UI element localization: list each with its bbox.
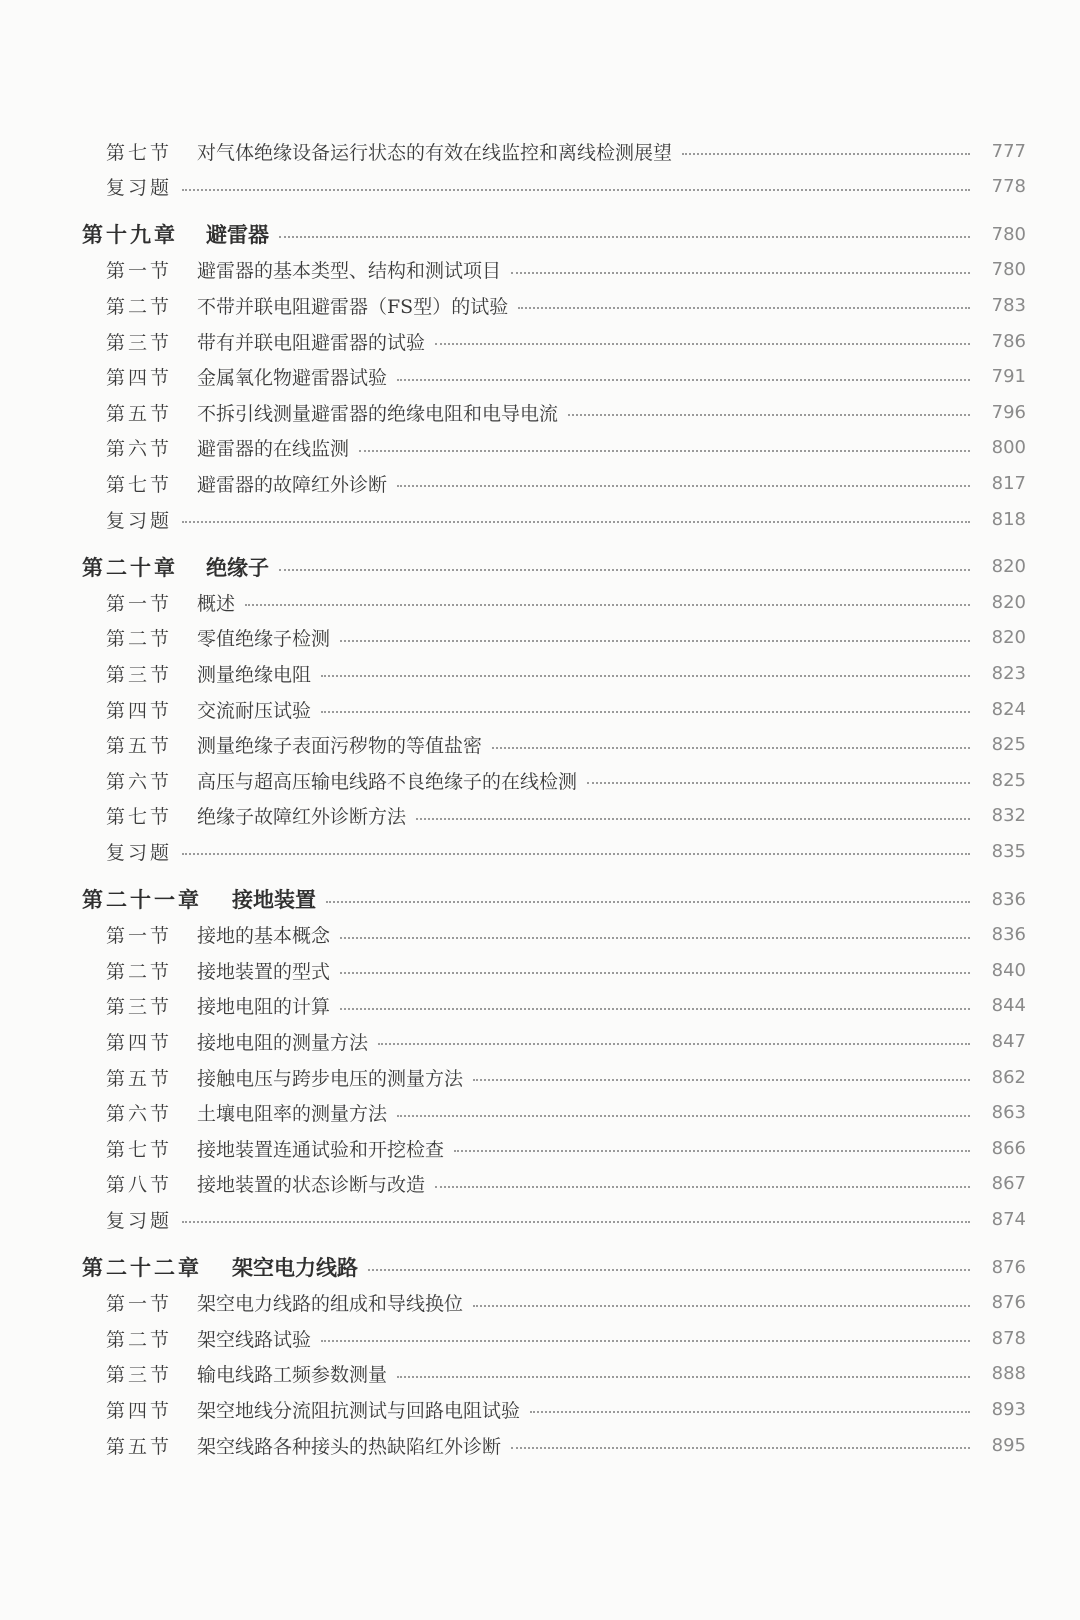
dot-leader bbox=[182, 189, 970, 191]
section-number: 第七节 bbox=[106, 806, 173, 829]
section-number: 第八节 bbox=[106, 1174, 173, 1197]
page-number: 824 bbox=[991, 698, 1026, 720]
section-number: 第二节 bbox=[106, 628, 173, 651]
dot-leader bbox=[279, 236, 970, 238]
page-number: 847 bbox=[991, 1030, 1026, 1052]
section-number: 第一节 bbox=[106, 925, 173, 948]
toc-entry-section[interactable] bbox=[0, 397, 1080, 427]
section-title: 避雷器的在线监测 bbox=[197, 438, 350, 461]
page-number: 878 bbox=[991, 1327, 1026, 1349]
page-number: 817 bbox=[991, 472, 1026, 494]
dot-leader bbox=[182, 1221, 970, 1223]
section-number: 第四节 bbox=[106, 1031, 173, 1054]
dot-leader bbox=[182, 853, 970, 855]
section-title: 架空线路各种接头的热缺陷红外诊断 bbox=[197, 1435, 502, 1458]
toc-entry-section[interactable] bbox=[0, 255, 1080, 285]
section-title: 架空地线分流阻抗测试与回路电阻试验 bbox=[197, 1399, 521, 1422]
toc-entry-section[interactable] bbox=[0, 290, 1080, 320]
section-number: 第七节 bbox=[106, 1138, 173, 1161]
toc-entry-chapter[interactable] bbox=[0, 552, 1080, 582]
toc-entry-review[interactable] bbox=[0, 504, 1080, 534]
page-number: 876 bbox=[991, 1256, 1026, 1278]
toc-entry-chapter[interactable] bbox=[0, 884, 1080, 914]
section-title: 输电线路工频参数测量 bbox=[197, 1364, 388, 1387]
dot-leader bbox=[511, 272, 970, 274]
dot-leader bbox=[435, 343, 970, 345]
toc-entry-review[interactable] bbox=[0, 836, 1080, 866]
section-number: 第五节 bbox=[106, 735, 173, 758]
dot-leader bbox=[397, 379, 970, 381]
page-number: 818 bbox=[991, 508, 1026, 530]
section-title: 不拆引线测量避雷器的绝缘电阻和电导电流 bbox=[197, 402, 559, 425]
page-number: 796 bbox=[991, 401, 1026, 423]
dot-leader bbox=[518, 307, 970, 309]
dot-leader bbox=[340, 1008, 970, 1010]
chapter-title: 绝缘子 bbox=[206, 555, 269, 580]
toc-entry-section[interactable] bbox=[0, 1098, 1080, 1128]
dot-leader bbox=[473, 1079, 970, 1081]
toc-entry-section[interactable] bbox=[0, 362, 1080, 392]
dot-leader bbox=[511, 1447, 970, 1449]
toc-entry-section[interactable] bbox=[0, 1288, 1080, 1318]
toc-entry-section[interactable] bbox=[0, 468, 1080, 498]
review-number: 复习题 bbox=[106, 841, 173, 864]
dot-leader bbox=[454, 1150, 970, 1152]
page-number: 780 bbox=[991, 259, 1026, 281]
section-title: 高压与超高压输电线路不良绝缘子的在线检测 bbox=[197, 770, 578, 793]
dot-leader bbox=[321, 1340, 970, 1342]
dot-leader bbox=[279, 569, 970, 571]
chapter-number: 第十九章 bbox=[82, 223, 178, 248]
toc-entry-section[interactable] bbox=[0, 1430, 1080, 1460]
section-number: 第一节 bbox=[106, 260, 173, 283]
dot-leader bbox=[492, 747, 970, 749]
section-number: 第四节 bbox=[106, 1399, 173, 1422]
dot-leader bbox=[359, 450, 970, 452]
toc-entry-section[interactable] bbox=[0, 694, 1080, 724]
dot-leader bbox=[587, 782, 970, 784]
page-number: 783 bbox=[991, 294, 1026, 316]
section-title: 接地装置的型式 bbox=[197, 960, 331, 983]
toc-entry-section[interactable] bbox=[0, 801, 1080, 831]
toc-entry-section[interactable] bbox=[0, 765, 1080, 795]
page-number: 791 bbox=[991, 366, 1026, 388]
section-title: 架空线路试验 bbox=[197, 1328, 312, 1351]
toc-entry-section[interactable] bbox=[0, 1062, 1080, 1092]
section-number: 第二节 bbox=[106, 960, 173, 983]
dot-leader bbox=[416, 818, 970, 820]
section-number: 第六节 bbox=[106, 1103, 173, 1126]
chapter-title: 接地装置 bbox=[232, 888, 316, 912]
section-number: 第二节 bbox=[106, 1328, 173, 1351]
section-title: 测量绝缘子表面污秽物的等值盐密 bbox=[197, 735, 483, 758]
toc-entry-section[interactable] bbox=[0, 920, 1080, 950]
chapter-title: 架空电力线路 bbox=[232, 1256, 358, 1280]
section-number: 第五节 bbox=[106, 1067, 173, 1090]
page-number: 820 bbox=[991, 556, 1026, 578]
dot-leader bbox=[326, 901, 970, 903]
page-number: 820 bbox=[991, 627, 1026, 649]
section-title: 接地电阻的计算 bbox=[197, 996, 331, 1019]
dot-leader bbox=[568, 414, 970, 416]
dot-leader bbox=[682, 153, 970, 155]
toc-entry-section[interactable] bbox=[0, 1133, 1080, 1163]
dot-leader bbox=[473, 1305, 970, 1307]
section-number: 第五节 bbox=[106, 402, 173, 425]
section-number: 第一节 bbox=[106, 1293, 173, 1316]
page-number: 874 bbox=[991, 1208, 1026, 1230]
page-number: 836 bbox=[991, 924, 1026, 946]
toc-entry-review[interactable] bbox=[0, 1204, 1080, 1234]
dot-leader bbox=[340, 640, 970, 642]
dot-leader bbox=[182, 521, 970, 523]
dot-leader bbox=[435, 1186, 970, 1188]
dot-leader bbox=[340, 937, 970, 939]
toc-entry-section[interactable] bbox=[0, 433, 1080, 463]
toc-entry-section[interactable] bbox=[0, 623, 1080, 653]
toc-entry-section[interactable] bbox=[0, 136, 1080, 166]
page-number: 780 bbox=[991, 223, 1026, 245]
section-number: 第三节 bbox=[106, 331, 173, 354]
section-number: 第三节 bbox=[106, 996, 173, 1019]
review-number: 复习题 bbox=[106, 509, 173, 532]
toc-entry-section[interactable] bbox=[0, 991, 1080, 1021]
section-number: 第四节 bbox=[106, 367, 173, 390]
page-number: 888 bbox=[991, 1363, 1026, 1385]
page-number: 820 bbox=[991, 591, 1026, 613]
page-number: 786 bbox=[991, 330, 1026, 352]
toc-entry-section[interactable] bbox=[0, 1026, 1080, 1056]
section-title: 接触电压与跨步电压的测量方法 bbox=[197, 1067, 464, 1090]
page-number: 895 bbox=[991, 1434, 1026, 1456]
chapter-number: 第二十二章 bbox=[82, 1256, 202, 1280]
section-title: 概述 bbox=[197, 592, 236, 615]
section-title: 测量绝缘电阻 bbox=[197, 663, 312, 686]
section-number: 第六节 bbox=[106, 438, 173, 461]
section-title: 土壤电阻率的测量方法 bbox=[197, 1103, 388, 1126]
dot-leader bbox=[321, 711, 970, 713]
chapter-number: 第二十一章 bbox=[82, 888, 202, 912]
page-number: 863 bbox=[991, 1102, 1026, 1124]
dot-leader bbox=[368, 1269, 970, 1271]
page-number: 832 bbox=[991, 805, 1026, 827]
dot-leader bbox=[321, 675, 970, 677]
page-number: 777 bbox=[991, 140, 1026, 162]
section-number: 第二节 bbox=[106, 295, 173, 318]
section-title: 带有并联电阻避雷器的试验 bbox=[197, 331, 426, 354]
section-number: 第七节 bbox=[106, 141, 173, 164]
section-title: 接地电阻的测量方法 bbox=[197, 1031, 369, 1054]
review-number: 复习题 bbox=[106, 1209, 173, 1232]
section-number: 第六节 bbox=[106, 770, 173, 793]
page-number: 844 bbox=[991, 995, 1026, 1017]
dot-leader bbox=[378, 1043, 970, 1045]
chapter-title: 避雷器 bbox=[206, 223, 269, 248]
toc-entry-section[interactable] bbox=[0, 326, 1080, 356]
section-title: 金属氧化物避雷器试验 bbox=[197, 367, 388, 390]
section-number: 第三节 bbox=[106, 1364, 173, 1387]
section-title: 绝缘子故障红外诊断方法 bbox=[197, 806, 407, 829]
page-number: 778 bbox=[991, 176, 1026, 198]
page-number: 876 bbox=[991, 1292, 1026, 1314]
section-number: 第一节 bbox=[106, 592, 173, 615]
page-number: 866 bbox=[991, 1137, 1026, 1159]
section-title: 零值绝缘子检测 bbox=[197, 628, 331, 651]
section-title: 避雷器的基本类型、结构和测试项目 bbox=[197, 260, 502, 283]
dot-leader bbox=[397, 485, 970, 487]
page-number: 823 bbox=[991, 662, 1026, 684]
page-number: 835 bbox=[991, 840, 1026, 862]
section-title: 交流耐压试验 bbox=[197, 699, 312, 722]
page-number: 836 bbox=[991, 888, 1026, 910]
toc-entry-chapter[interactable] bbox=[0, 1252, 1080, 1282]
page-number: 825 bbox=[991, 769, 1026, 791]
section-title: 接地的基本概念 bbox=[197, 925, 331, 948]
toc-entry-section[interactable] bbox=[0, 1394, 1080, 1424]
section-number: 第四节 bbox=[106, 699, 173, 722]
section-title: 对气体绝缘设备运行状态的有效在线监控和离线检测展望 bbox=[197, 141, 673, 164]
chapter-number: 第二十章 bbox=[82, 555, 178, 580]
dot-leader bbox=[530, 1411, 970, 1413]
section-title: 接地装置的状态诊断与改造 bbox=[197, 1174, 426, 1197]
section-number: 第五节 bbox=[106, 1435, 173, 1458]
page-number: 867 bbox=[991, 1173, 1026, 1195]
dot-leader bbox=[397, 1115, 970, 1117]
toc-entry-section[interactable] bbox=[0, 1169, 1080, 1199]
section-number: 第七节 bbox=[106, 473, 173, 496]
page-number: 800 bbox=[991, 437, 1026, 459]
page-number: 825 bbox=[991, 734, 1026, 756]
toc-entry-section[interactable] bbox=[0, 587, 1080, 617]
page-number: 840 bbox=[991, 959, 1026, 981]
toc-entry-section[interactable] bbox=[0, 658, 1080, 688]
toc-entry-section[interactable] bbox=[0, 730, 1080, 760]
section-title: 避雷器的故障红外诊断 bbox=[197, 473, 388, 496]
toc-entry-chapter[interactable] bbox=[0, 219, 1080, 249]
section-title: 不带并联电阻避雷器（FS型）的试验 bbox=[197, 295, 509, 318]
toc-entry-section[interactable] bbox=[0, 1359, 1080, 1389]
page-number: 862 bbox=[991, 1066, 1026, 1088]
dot-leader bbox=[397, 1376, 970, 1378]
dot-leader bbox=[245, 604, 970, 606]
toc-entry-section[interactable] bbox=[0, 1323, 1080, 1353]
page-number: 893 bbox=[991, 1398, 1026, 1420]
review-number: 复习题 bbox=[106, 177, 173, 200]
toc-entry-review[interactable] bbox=[0, 172, 1080, 202]
section-title: 架空电力线路的组成和导线换位 bbox=[197, 1293, 464, 1316]
toc-entry-section[interactable] bbox=[0, 955, 1080, 985]
dot-leader bbox=[340, 972, 970, 974]
section-number: 第三节 bbox=[106, 663, 173, 686]
section-title: 接地装置连通试验和开挖检查 bbox=[197, 1138, 445, 1161]
